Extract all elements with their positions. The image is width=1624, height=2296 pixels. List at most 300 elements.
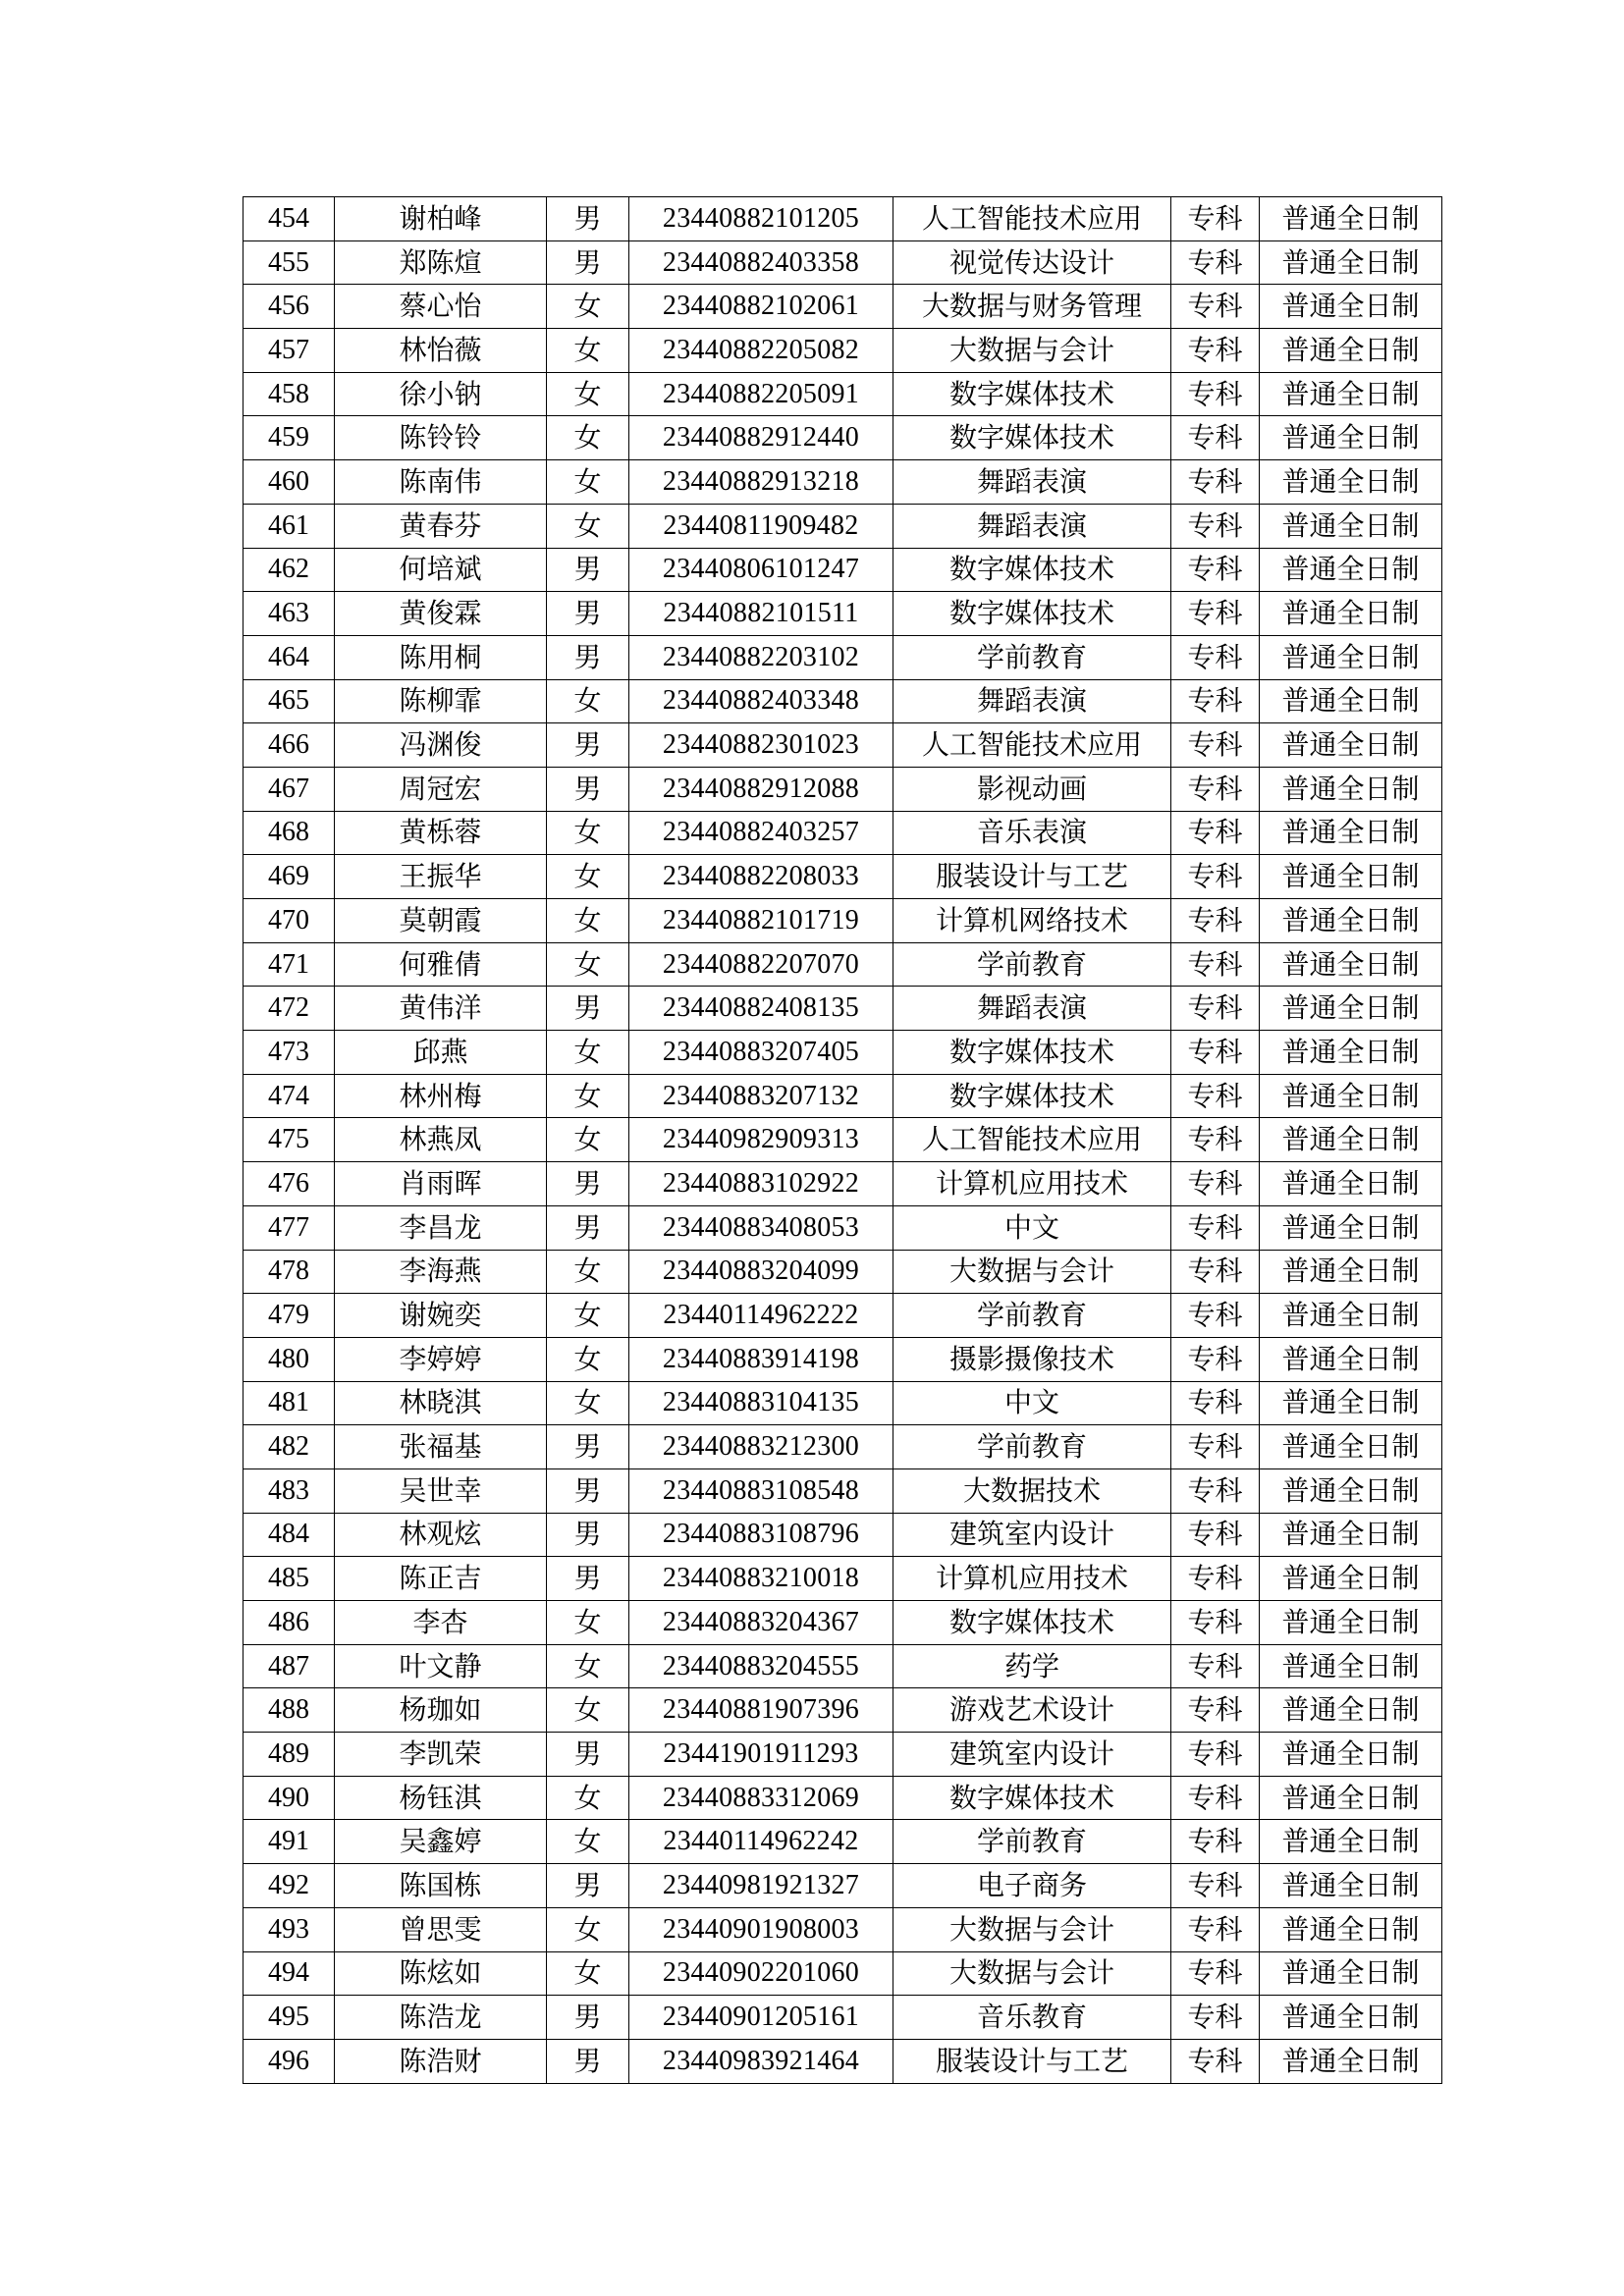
level-cell: 专科 (1171, 855, 1260, 899)
study-mode-cell: 普通全日制 (1260, 723, 1442, 768)
table-row (244, 1557, 1442, 1601)
study-mode-cell: 普通全日制 (1260, 767, 1442, 811)
exam-id-cell: 23440883102922 (629, 1162, 893, 1206)
table-row (244, 1250, 1442, 1294)
level-cell: 专科 (1171, 240, 1260, 285)
name-cell: 周冠宏 (335, 767, 547, 811)
major-cell: 电子商务 (893, 1864, 1171, 1908)
major-cell: 大数据与会计 (893, 329, 1171, 373)
exam-id-cell: 23440806101247 (629, 548, 893, 592)
row-number-cell: 483 (244, 1468, 335, 1513)
table-row (244, 1996, 1442, 2040)
major-cell: 音乐表演 (893, 811, 1171, 855)
major-cell: 游戏艺术设计 (893, 1688, 1171, 1733)
level-cell: 专科 (1171, 416, 1260, 460)
row-number-cell: 475 (244, 1118, 335, 1162)
gender-cell: 女 (547, 1250, 629, 1294)
row-number-cell: 482 (244, 1425, 335, 1469)
name-cell: 林怡薇 (335, 329, 547, 373)
major-cell: 舞蹈表演 (893, 987, 1171, 1031)
level-cell: 专科 (1171, 1907, 1260, 1951)
exam-id-cell: 23440882102061 (629, 285, 893, 329)
major-cell: 学前教育 (893, 942, 1171, 987)
name-cell: 陈炫如 (335, 1951, 547, 1996)
gender-cell: 女 (547, 899, 629, 943)
table-row (244, 1205, 1442, 1250)
table-row (244, 942, 1442, 987)
table-row (244, 1031, 1442, 1075)
study-mode-cell: 普通全日制 (1260, 548, 1442, 592)
table-row (244, 767, 1442, 811)
study-mode-cell: 普通全日制 (1260, 2039, 1442, 2083)
level-cell: 专科 (1171, 635, 1260, 679)
name-cell: 陈正吉 (335, 1557, 547, 1601)
major-cell: 建筑室内设计 (893, 1733, 1171, 1777)
study-mode-cell: 普通全日制 (1260, 1996, 1442, 2040)
major-cell: 计算机应用技术 (893, 1162, 1171, 1206)
exam-id-cell: 23440882403358 (629, 240, 893, 285)
row-number-cell: 460 (244, 460, 335, 505)
major-cell: 数字媒体技术 (893, 548, 1171, 592)
exam-id-cell: 23440883207405 (629, 1031, 893, 1075)
table-row (244, 372, 1442, 416)
name-cell: 谢婉奕 (335, 1294, 547, 1338)
level-cell: 专科 (1171, 1031, 1260, 1075)
study-mode-cell: 普通全日制 (1260, 504, 1442, 548)
major-cell: 中文 (893, 1381, 1171, 1425)
name-cell: 林燕凤 (335, 1118, 547, 1162)
exam-id-cell: 23440883204099 (629, 1250, 893, 1294)
gender-cell: 女 (547, 1951, 629, 1996)
gender-cell: 女 (547, 1337, 629, 1381)
gender-cell: 女 (547, 855, 629, 899)
name-cell: 陈铃铃 (335, 416, 547, 460)
level-cell: 专科 (1171, 372, 1260, 416)
gender-cell: 女 (547, 1776, 629, 1820)
name-cell: 吴鑫婷 (335, 1820, 547, 1864)
name-cell: 叶文静 (335, 1644, 547, 1688)
major-cell: 视觉传达设计 (893, 240, 1171, 285)
study-mode-cell: 普通全日制 (1260, 1557, 1442, 1601)
row-number-cell: 462 (244, 548, 335, 592)
name-cell: 蔡心怡 (335, 285, 547, 329)
major-cell: 人工智能技术应用 (893, 197, 1171, 241)
major-cell: 数字媒体技术 (893, 416, 1171, 460)
table-row (244, 592, 1442, 636)
exam-id-cell: 23440882913218 (629, 460, 893, 505)
major-cell: 中文 (893, 1205, 1171, 1250)
study-mode-cell: 普通全日制 (1260, 1468, 1442, 1513)
row-number-cell: 466 (244, 723, 335, 768)
major-cell: 数字媒体技术 (893, 1031, 1171, 1075)
table-row (244, 548, 1442, 592)
row-number-cell: 458 (244, 372, 335, 416)
major-cell: 学前教育 (893, 1820, 1171, 1864)
major-cell: 人工智能技术应用 (893, 1118, 1171, 1162)
row-number-cell: 465 (244, 679, 335, 723)
name-cell: 肖雨晖 (335, 1162, 547, 1206)
level-cell: 专科 (1171, 1294, 1260, 1338)
exam-id-cell: 23440983921464 (629, 2039, 893, 2083)
level-cell: 专科 (1171, 679, 1260, 723)
row-number-cell: 495 (244, 1996, 335, 2040)
gender-cell: 女 (547, 1644, 629, 1688)
gender-cell: 男 (547, 1733, 629, 1777)
row-number-cell: 459 (244, 416, 335, 460)
major-cell: 人工智能技术应用 (893, 723, 1171, 768)
exam-id-cell: 23440882408135 (629, 987, 893, 1031)
table-row (244, 855, 1442, 899)
exam-id-cell: 23440982909313 (629, 1118, 893, 1162)
row-number-cell: 492 (244, 1864, 335, 1908)
level-cell: 专科 (1171, 767, 1260, 811)
gender-cell: 男 (547, 592, 629, 636)
name-cell: 杨钰淇 (335, 1776, 547, 1820)
name-cell: 何雅倩 (335, 942, 547, 987)
table-row (244, 1733, 1442, 1777)
level-cell: 专科 (1171, 1644, 1260, 1688)
row-number-cell: 487 (244, 1644, 335, 1688)
study-mode-cell: 普通全日制 (1260, 1381, 1442, 1425)
exam-id-cell: 23440882205091 (629, 372, 893, 416)
row-number-cell: 488 (244, 1688, 335, 1733)
study-mode-cell: 普通全日制 (1260, 1513, 1442, 1557)
name-cell: 李昌龙 (335, 1205, 547, 1250)
table-row (244, 285, 1442, 329)
major-cell: 数字媒体技术 (893, 372, 1171, 416)
table-row (244, 987, 1442, 1031)
name-cell: 李婷婷 (335, 1337, 547, 1381)
study-mode-cell: 普通全日制 (1260, 811, 1442, 855)
exam-id-cell: 23440883104135 (629, 1381, 893, 1425)
study-mode-cell: 普通全日制 (1260, 899, 1442, 943)
gender-cell: 男 (547, 987, 629, 1031)
exam-id-cell: 23440114962222 (629, 1294, 893, 1338)
row-number-cell: 485 (244, 1557, 335, 1601)
gender-cell: 女 (547, 1601, 629, 1645)
gender-cell: 男 (547, 723, 629, 768)
name-cell: 张福基 (335, 1425, 547, 1469)
row-number-cell: 464 (244, 635, 335, 679)
name-cell: 谢柏峰 (335, 197, 547, 241)
level-cell: 专科 (1171, 1468, 1260, 1513)
table-row (244, 1776, 1442, 1820)
major-cell: 大数据与会计 (893, 1907, 1171, 1951)
name-cell: 黄春芬 (335, 504, 547, 548)
level-cell: 专科 (1171, 1864, 1260, 1908)
table-row (244, 460, 1442, 505)
exam-id-cell: 23440882301023 (629, 723, 893, 768)
name-cell: 徐小钠 (335, 372, 547, 416)
name-cell: 莫朝霞 (335, 899, 547, 943)
study-mode-cell: 普通全日制 (1260, 1337, 1442, 1381)
gender-cell: 男 (547, 767, 629, 811)
exam-id-cell: 23440883210018 (629, 1557, 893, 1601)
study-mode-cell: 普通全日制 (1260, 1864, 1442, 1908)
exam-id-cell: 23440981921327 (629, 1864, 893, 1908)
exam-id-cell: 23441901911293 (629, 1733, 893, 1777)
level-cell: 专科 (1171, 1205, 1260, 1250)
gender-cell: 女 (547, 1294, 629, 1338)
gender-cell: 男 (547, 1557, 629, 1601)
major-cell: 舞蹈表演 (893, 679, 1171, 723)
name-cell: 陈柳霏 (335, 679, 547, 723)
gender-cell: 女 (547, 504, 629, 548)
major-cell: 计算机网络技术 (893, 899, 1171, 943)
level-cell: 专科 (1171, 1951, 1260, 1996)
table-row (244, 1951, 1442, 1996)
major-cell: 音乐教育 (893, 1996, 1171, 2040)
exam-id-cell: 23440883914198 (629, 1337, 893, 1381)
major-cell: 大数据与会计 (893, 1951, 1171, 1996)
gender-cell: 女 (547, 942, 629, 987)
study-mode-cell: 普通全日制 (1260, 1601, 1442, 1645)
study-mode-cell: 普通全日制 (1260, 460, 1442, 505)
level-cell: 专科 (1171, 329, 1260, 373)
name-cell: 李海燕 (335, 1250, 547, 1294)
level-cell: 专科 (1171, 811, 1260, 855)
name-cell: 陈用桐 (335, 635, 547, 679)
gender-cell: 女 (547, 679, 629, 723)
row-number-cell: 468 (244, 811, 335, 855)
table-row (244, 1864, 1442, 1908)
exam-id-cell: 23440882101511 (629, 592, 893, 636)
study-mode-cell: 普通全日制 (1260, 329, 1442, 373)
level-cell: 专科 (1171, 1733, 1260, 1777)
level-cell: 专科 (1171, 1601, 1260, 1645)
gender-cell: 女 (547, 1074, 629, 1118)
gender-cell: 女 (547, 416, 629, 460)
row-number-cell: 493 (244, 1907, 335, 1951)
study-mode-cell: 普通全日制 (1260, 942, 1442, 987)
table-row (244, 1907, 1442, 1951)
row-number-cell: 456 (244, 285, 335, 329)
exam-id-cell: 23440883207132 (629, 1074, 893, 1118)
row-number-cell: 478 (244, 1250, 335, 1294)
level-cell: 专科 (1171, 548, 1260, 592)
gender-cell: 男 (547, 1425, 629, 1469)
level-cell: 专科 (1171, 1776, 1260, 1820)
study-mode-cell: 普通全日制 (1260, 679, 1442, 723)
name-cell: 曾思雯 (335, 1907, 547, 1951)
row-number-cell: 481 (244, 1381, 335, 1425)
table-row (244, 416, 1442, 460)
name-cell: 邱燕 (335, 1031, 547, 1075)
gender-cell: 女 (547, 1907, 629, 1951)
exam-id-cell: 23440882912440 (629, 416, 893, 460)
level-cell: 专科 (1171, 1381, 1260, 1425)
table-row (244, 635, 1442, 679)
study-mode-cell: 普通全日制 (1260, 987, 1442, 1031)
exam-id-cell: 23440882207070 (629, 942, 893, 987)
study-mode-cell: 普通全日制 (1260, 1820, 1442, 1864)
row-number-cell: 491 (244, 1820, 335, 1864)
gender-cell: 男 (547, 2039, 629, 2083)
exam-id-cell: 23440883108548 (629, 1468, 893, 1513)
study-mode-cell: 普通全日制 (1260, 1907, 1442, 1951)
gender-cell: 女 (547, 329, 629, 373)
exam-id-cell: 23440882205082 (629, 329, 893, 373)
level-cell: 专科 (1171, 285, 1260, 329)
study-mode-cell: 普通全日制 (1260, 1118, 1442, 1162)
study-mode-cell: 普通全日制 (1260, 1294, 1442, 1338)
study-mode-cell: 普通全日制 (1260, 1425, 1442, 1469)
exam-id-cell: 23440882208033 (629, 855, 893, 899)
exam-id-cell: 23440901908003 (629, 1907, 893, 1951)
table-row (244, 1118, 1442, 1162)
major-cell: 数字媒体技术 (893, 1776, 1171, 1820)
level-cell: 专科 (1171, 197, 1260, 241)
major-cell: 大数据技术 (893, 1468, 1171, 1513)
study-mode-cell: 普通全日制 (1260, 1162, 1442, 1206)
study-mode-cell: 普通全日制 (1260, 416, 1442, 460)
gender-cell: 女 (547, 285, 629, 329)
name-cell: 郑陈煊 (335, 240, 547, 285)
table-row (244, 1513, 1442, 1557)
row-number-cell: 490 (244, 1776, 335, 1820)
table-row (244, 329, 1442, 373)
exam-id-cell: 23440882101205 (629, 197, 893, 241)
name-cell: 冯渊俊 (335, 723, 547, 768)
exam-id-cell: 23440883212300 (629, 1425, 893, 1469)
row-number-cell: 479 (244, 1294, 335, 1338)
gender-cell: 男 (547, 1996, 629, 2040)
gender-cell: 女 (547, 460, 629, 505)
study-mode-cell: 普通全日制 (1260, 1205, 1442, 1250)
level-cell: 专科 (1171, 2039, 1260, 2083)
name-cell: 林晓淇 (335, 1381, 547, 1425)
major-cell: 数字媒体技术 (893, 592, 1171, 636)
row-number-cell: 470 (244, 899, 335, 943)
table-row (244, 1644, 1442, 1688)
level-cell: 专科 (1171, 1513, 1260, 1557)
row-number-cell: 476 (244, 1162, 335, 1206)
row-number-cell: 457 (244, 329, 335, 373)
exam-id-cell: 23440114962242 (629, 1820, 893, 1864)
gender-cell: 女 (547, 1688, 629, 1733)
exam-id-cell: 23440882912088 (629, 767, 893, 811)
gender-cell: 女 (547, 372, 629, 416)
table-row (244, 1688, 1442, 1733)
study-mode-cell: 普通全日制 (1260, 635, 1442, 679)
table-row (244, 1337, 1442, 1381)
row-number-cell: 489 (244, 1733, 335, 1777)
study-mode-cell: 普通全日制 (1260, 240, 1442, 285)
row-number-cell: 480 (244, 1337, 335, 1381)
table-row (244, 240, 1442, 285)
level-cell: 专科 (1171, 1820, 1260, 1864)
exam-id-cell: 23440882101719 (629, 899, 893, 943)
level-cell: 专科 (1171, 1162, 1260, 1206)
gender-cell: 女 (547, 1820, 629, 1864)
major-cell: 药学 (893, 1644, 1171, 1688)
table-row (244, 504, 1442, 548)
level-cell: 专科 (1171, 899, 1260, 943)
study-mode-cell: 普通全日制 (1260, 1951, 1442, 1996)
major-cell: 学前教育 (893, 635, 1171, 679)
exam-id-cell: 23440882403348 (629, 679, 893, 723)
gender-cell: 男 (547, 1468, 629, 1513)
gender-cell: 男 (547, 1864, 629, 1908)
study-mode-cell: 普通全日制 (1260, 285, 1442, 329)
name-cell: 吴世幸 (335, 1468, 547, 1513)
table-row (244, 679, 1442, 723)
study-mode-cell: 普通全日制 (1260, 1688, 1442, 1733)
name-cell: 陈浩财 (335, 2039, 547, 2083)
name-cell: 黄栎蓉 (335, 811, 547, 855)
row-number-cell: 455 (244, 240, 335, 285)
gender-cell: 男 (547, 548, 629, 592)
major-cell: 学前教育 (893, 1425, 1171, 1469)
major-cell: 数字媒体技术 (893, 1074, 1171, 1118)
table-row (244, 1820, 1442, 1864)
major-cell: 舞蹈表演 (893, 504, 1171, 548)
study-mode-cell: 普通全日制 (1260, 372, 1442, 416)
row-number-cell: 472 (244, 987, 335, 1031)
row-number-cell: 469 (244, 855, 335, 899)
major-cell: 舞蹈表演 (893, 460, 1171, 505)
major-cell: 大数据与财务管理 (893, 285, 1171, 329)
table-row (244, 1162, 1442, 1206)
level-cell: 专科 (1171, 1250, 1260, 1294)
study-mode-cell: 普通全日制 (1260, 1250, 1442, 1294)
name-cell: 黄俊霖 (335, 592, 547, 636)
gender-cell: 男 (547, 1205, 629, 1250)
major-cell: 建筑室内设计 (893, 1513, 1171, 1557)
table-row (244, 899, 1442, 943)
study-mode-cell: 普通全日制 (1260, 1074, 1442, 1118)
exam-id-cell: 23440902201060 (629, 1951, 893, 1996)
name-cell: 林州梅 (335, 1074, 547, 1118)
name-cell: 林观炫 (335, 1513, 547, 1557)
level-cell: 专科 (1171, 460, 1260, 505)
gender-cell: 女 (547, 1118, 629, 1162)
level-cell: 专科 (1171, 1074, 1260, 1118)
level-cell: 专科 (1171, 723, 1260, 768)
study-mode-cell: 普通全日制 (1260, 1644, 1442, 1688)
major-cell: 学前教育 (893, 1294, 1171, 1338)
table-row (244, 1294, 1442, 1338)
study-mode-cell: 普通全日制 (1260, 197, 1442, 241)
name-cell: 陈浩龙 (335, 1996, 547, 2040)
name-cell: 李杏 (335, 1601, 547, 1645)
study-mode-cell: 普通全日制 (1260, 1733, 1442, 1777)
level-cell: 专科 (1171, 1425, 1260, 1469)
major-cell: 计算机应用技术 (893, 1557, 1171, 1601)
level-cell: 专科 (1171, 592, 1260, 636)
table-row (244, 1425, 1442, 1469)
level-cell: 专科 (1171, 1118, 1260, 1162)
gender-cell: 男 (547, 197, 629, 241)
gender-cell: 女 (547, 811, 629, 855)
major-cell: 大数据与会计 (893, 1250, 1171, 1294)
gender-cell: 男 (547, 635, 629, 679)
name-cell: 陈国栋 (335, 1864, 547, 1908)
exam-id-cell: 23440883408053 (629, 1205, 893, 1250)
level-cell: 专科 (1171, 1337, 1260, 1381)
name-cell: 何培斌 (335, 548, 547, 592)
exam-id-cell: 23440901205161 (629, 1996, 893, 2040)
row-number-cell: 486 (244, 1601, 335, 1645)
row-number-cell: 467 (244, 767, 335, 811)
table-row (244, 197, 1442, 241)
student-roster-table (243, 196, 1442, 2084)
exam-id-cell: 23440881907396 (629, 1688, 893, 1733)
level-cell: 专科 (1171, 1996, 1260, 2040)
exam-id-cell: 23440883108796 (629, 1513, 893, 1557)
major-cell: 摄影摄像技术 (893, 1337, 1171, 1381)
exam-id-cell: 23440882403257 (629, 811, 893, 855)
